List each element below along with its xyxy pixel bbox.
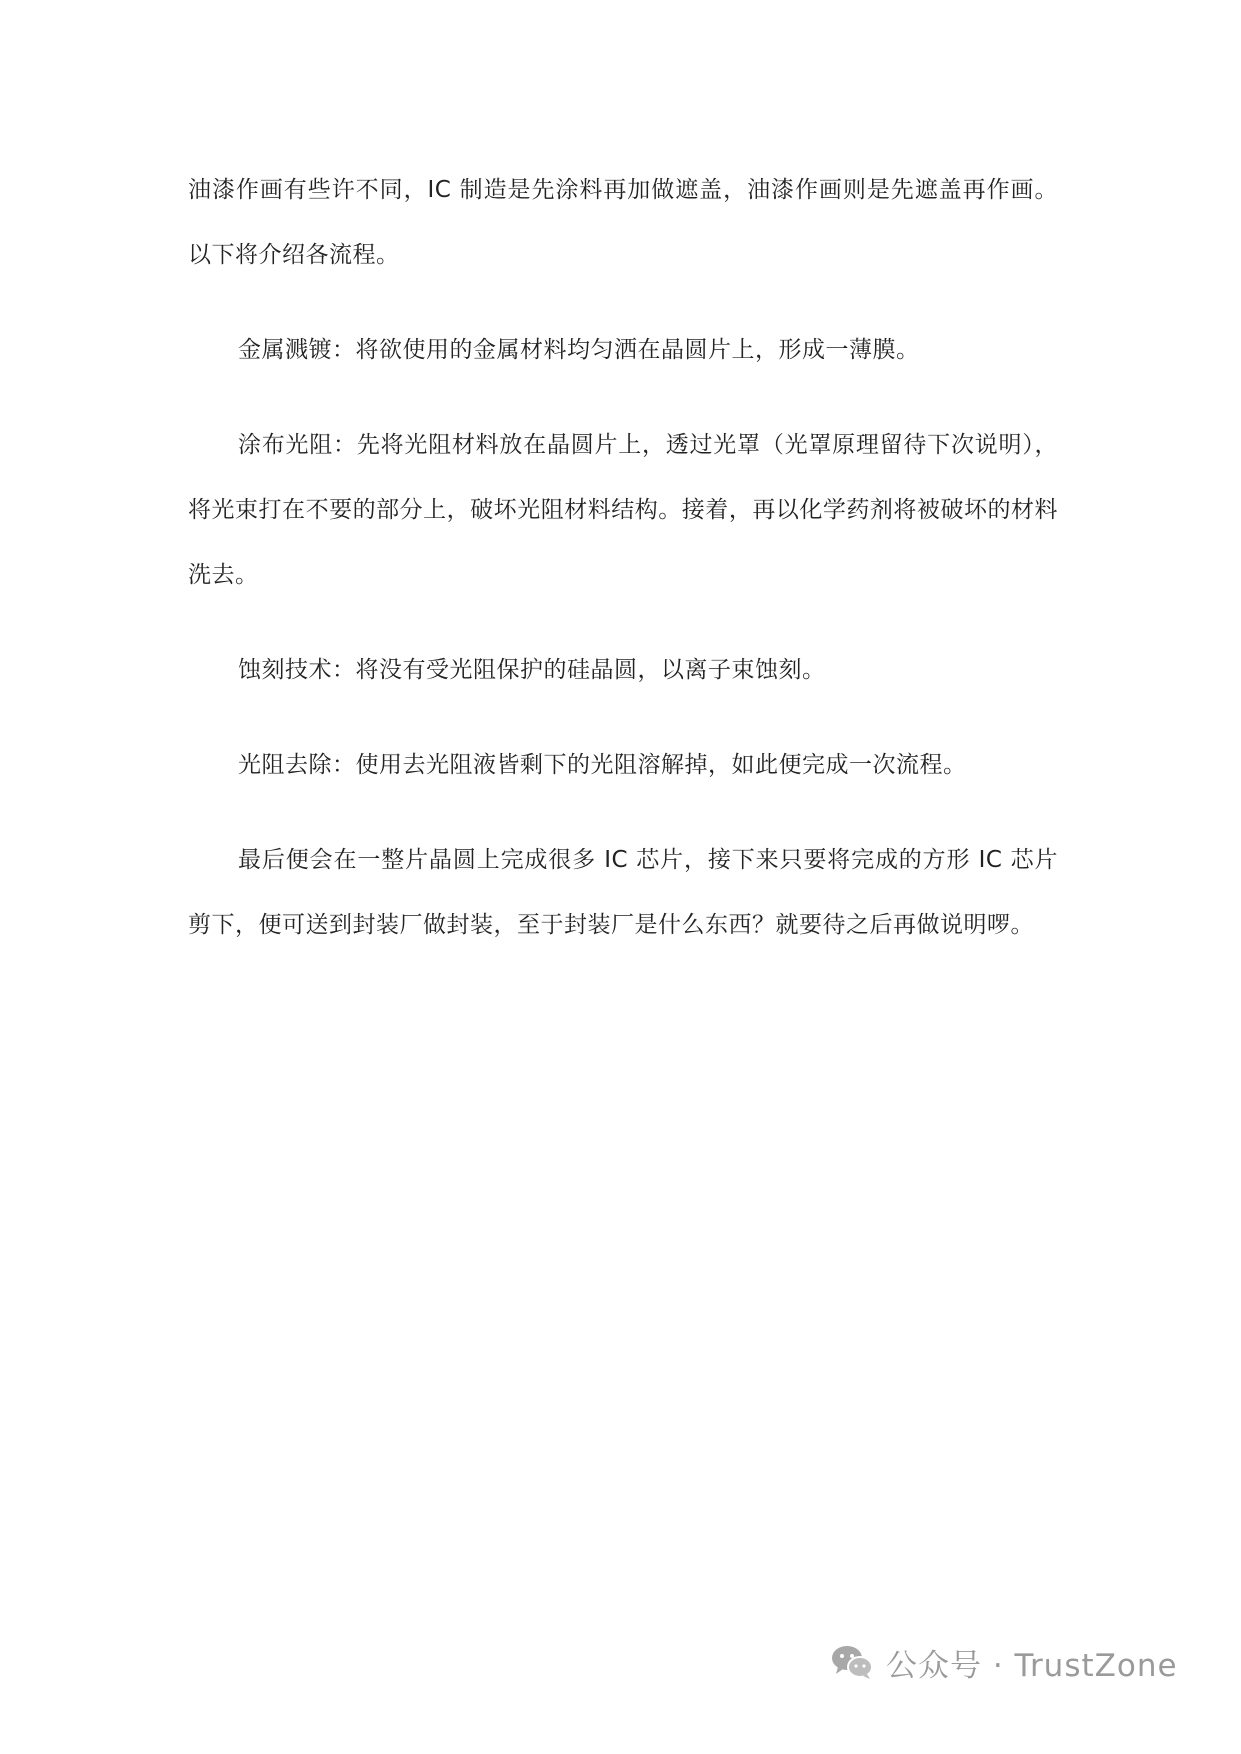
paragraph-etching: 蚀刻技术：将没有受光阻保护的硅晶圆，以离子束蚀刻。 xyxy=(238,657,826,683)
watermark-text: 公众号 · TrustZone xyxy=(886,1647,1178,1684)
paragraph-conclusion: 最后便会在一整片晶圆上完成很多 IC 芯片，接下来只要将完成的方形 IC 芯片剪下，便可送到封装厂做封装，至于封装厂是什么东西？就要待之后再做说明啰。 xyxy=(188,847,1058,938)
document-body xyxy=(188,158,1058,988)
watermark xyxy=(830,1640,1178,1684)
paragraph-photoresist-coating: 涂布光阻：先将光阻材料放在晶圆片上，透过光罩（光罩原理留待下次说明），将光束打在不要的部分上，破坏光阻材料结构。接着，再以化学药剂将被破坏的材料洗去。 xyxy=(188,432,1058,588)
wechat-icon xyxy=(830,1644,874,1680)
paragraph-metal-sputtering: 金属溅镀：将欲使用的金属材料均匀洒在晶圆片上，形成一薄膜。 xyxy=(238,337,920,363)
paragraph-intro-continuation: 油漆作画有些许不同，IC 制造是先涂料再加做遮盖，油漆作画则是先遮盖再作画。以下将介绍各流程。 xyxy=(188,177,1058,268)
paragraph-photoresist-removal: 光阻去除：使用去光阻液皆剩下的光阻溶解掉，如此便完成一次流程。 xyxy=(238,752,967,778)
